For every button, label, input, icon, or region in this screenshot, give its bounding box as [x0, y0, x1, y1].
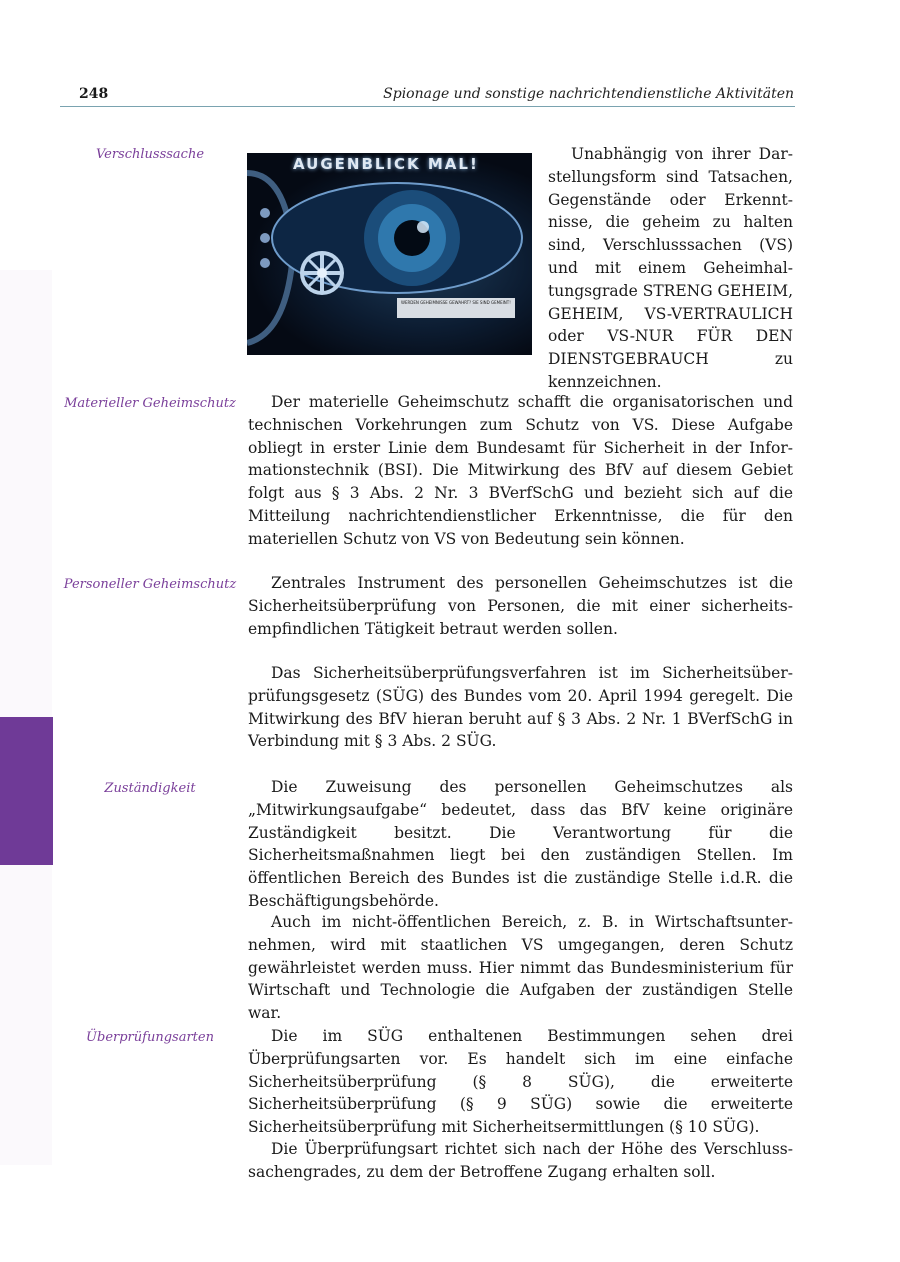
paragraph-verschlusssache: Unabhängig von ihrer Darstellungsform sind Tatsachen, Gegenstände oder Erkenntnisse, die geheim zu halten sind, Verschlusssachen (VS) und mit einem Geheimhaltungsgrade STRENG GEHEIM, GEHEIM, VS-VERTRAULICH oder VS-NUR FÜR DEN DIENSTGEBRAUCH zu kennzeichnen. [548, 145, 793, 391]
margin-note-ueberpruefungsarten: Überprüfungsarten [86, 1030, 214, 1045]
paragraph-materieller-geheimschutz: Der materielle Geheimschutz schafft die organisatorischen und technischen Vorkehrungen zum Schutz von VS. Diese Aufgabe obliegt in erster Linie dem Bundesamt für Sicherheit in der Informationstechnik (BSI). Die Mitwirkung des BfV auf diesem Gebiet folgt aus § 3 Abs. 2 Nr. 3 BVerfSchG und bezieht sich auf die Mitteilung nachrichtendienstlicher Erkenntnisse, die für den materiellen Schutz von VS von Bedeutung sein können. [248, 393, 793, 548]
paragraph-ueberpruefungsarten-2: Die Überprüfungsart richtet sich nach der Höhe des Verschlusssachengrades, zu dem der Betroffene Zugang erhalten soll. [248, 1140, 793, 1181]
chapter-thumb-tab [0, 717, 53, 865]
paragraph-ueberpruefungsarten-1: Die im SÜG enthaltenen Bestimmungen sehen drei Überprüfungsarten vor. Es handelt sich im eine einfache Sicherheitsüberprüfung (§ 8 SÜG), die erweiterte Sicherheitsüberprüfung (§ 9 SÜG) sowie die erweiterte Sicherheitsüberprüfung mit Sicherheitsermittlungen (§ 10 SÜG). [248, 1027, 793, 1137]
margin-note-verschlusssache: Verschlusssache [95, 147, 205, 162]
eye-safe-illustration [247, 153, 532, 355]
paragraph-personeller-geheimschutz-2: Das Sicherheitsüberprüfungsverfahren ist im Sicherheitsüberprüfungsgesetz (SÜG) des Bundes vom 20. April 1994 geregelt. Die Mitwirkung des BfV hieran beruht auf § 3 Abs. 2 Nr. 1 BVerfSchG in Verbindung mit § 3 Abs. 2 SÜG. [248, 664, 793, 751]
running-title: Spionage und sonstige nachrichtendienstliche Aktivitäten [383, 86, 794, 102]
margin-note-personeller-geheimschutz: Personeller Geheimschutz [63, 577, 237, 592]
page-number: 248 [79, 86, 109, 102]
poster-image [247, 153, 532, 355]
margin-note-zustaendigkeit: Zuständigkeit [104, 781, 196, 796]
poster-headline: AUGENBLICK MAL! [293, 155, 479, 173]
page-header [60, 84, 795, 107]
poster-caption: WERDEN GEHEIMNISSE GEWAHRT? SIE SIND GEMEINT! [397, 298, 515, 318]
paragraph-zustaendigkeit-1: Die Zuweisung des personellen Geheimschutzes als „Mitwirkungsaufgabe“ bedeutet, dass das BfV keine originäre Zuständigkeit besitzt. Die Verantwortung für die Sicherheitsmaßnahmen liegt bei den zuständigen Stellen. Im öffentlichen Bereich des Bundes ist die zuständige Stelle i.d.R. die Beschäftigungsbehörde. [248, 778, 793, 910]
margin-note-materieller-geheimschutz: Materieller Geheimschutz [64, 396, 236, 411]
paragraph-zustaendigkeit-2: Auch im nicht-öffentlichen Bereich, z. B. in Wirtschaftsunternehmen, wird mit staatlichen VS umgegangen, deren Schutz gewährleistet werden muss. Hier nimmt das Bundesministerium für Wirtschaft und Technologie die Aufgaben der zuständigen Stelle war. [248, 913, 793, 1023]
paragraph-personeller-geheimschutz-1: Zentrales Instrument des personellen Geheimschutzes ist die Sicherheitsüberprüfung von Personen, die mit einer sicherheitsempfindlichen Tätigkeit betraut werden sollen. [248, 574, 793, 638]
